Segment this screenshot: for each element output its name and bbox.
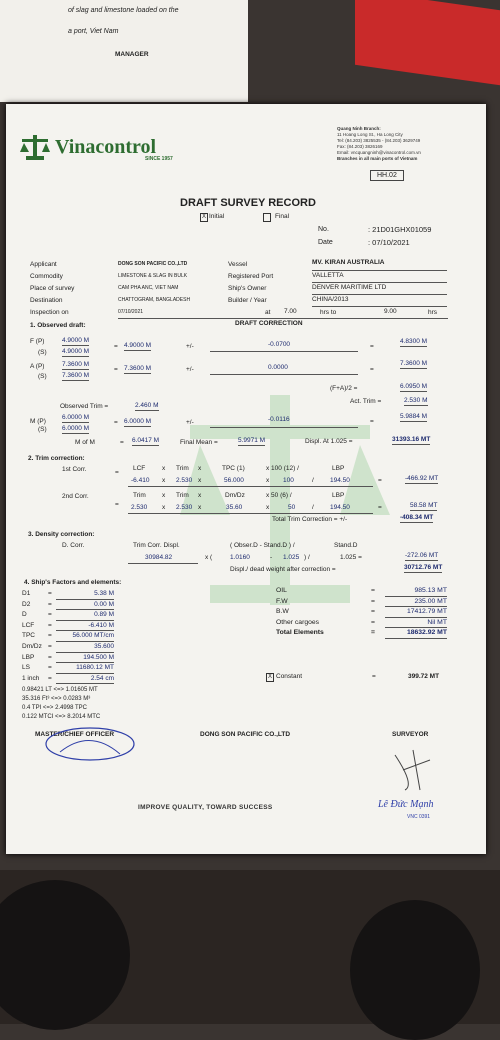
fp-result: 4.8300 M	[400, 338, 428, 345]
top-note-line2: a port, Viet Nam	[68, 28, 119, 35]
c1-h-lcf: LCF	[133, 465, 146, 472]
element-row: F.W = 235.00 MT	[276, 597, 451, 608]
place-value: CAM PHA ANC, VIET NAM	[118, 285, 179, 291]
element-row: OIL = 985.13 MT	[276, 586, 451, 597]
obs-trim-label: Observed Trim =	[60, 403, 109, 410]
no-value: : 21D01GHX01059	[368, 225, 432, 234]
c1-trim: 2.530	[176, 477, 193, 484]
factor-value: 0.00 M	[56, 600, 114, 611]
factor-label: TPC	[22, 632, 35, 640]
total-trim-corr-value: -408.34 MT	[400, 514, 434, 521]
c2-lbp: 194.50	[330, 504, 350, 511]
final-mean-label: Final Mean =	[180, 439, 218, 446]
d-corr-x: x (	[205, 554, 213, 561]
as-label: (S)	[38, 373, 47, 380]
element-label: Other cargoes	[276, 618, 320, 626]
at-label: at	[265, 309, 271, 316]
factor-label: 1 inch	[22, 674, 40, 682]
port-value: VALLETTA	[312, 272, 344, 279]
c2-h-trim2: Trim	[176, 492, 189, 499]
initial-checkbox[interactable]: X	[201, 214, 206, 220]
fp-label: F (P)	[30, 338, 45, 345]
conv-mtci: 0.122 MTCI <=> 8.2014 MTC	[22, 714, 101, 720]
factor-value: 56.000 MT/cm	[56, 631, 114, 642]
factor-label: D2	[22, 600, 31, 608]
elements-list	[276, 586, 451, 639]
builder-value: CHINA/2013	[312, 296, 349, 303]
factor-value: 11680.12 MT	[56, 663, 114, 674]
constant-label: Constant	[276, 673, 303, 680]
destination-label: Destination	[30, 297, 63, 304]
c2-trim2: 2.530	[176, 504, 193, 511]
fp-mean: 4.9000 M	[124, 342, 152, 349]
constant-checkbox[interactable]: X	[267, 674, 272, 680]
shoe-right-icon	[350, 900, 480, 1040]
commodity-value: LIMESTONE & SLAG IN BULK	[118, 273, 188, 279]
c2-h-dmdz: Dm/Dz	[225, 492, 245, 499]
first-corr-result: -466.92 MT	[405, 475, 439, 482]
commodity-label: Commodity	[30, 273, 63, 280]
section-density-correction: 3. Density correction:	[28, 531, 95, 538]
conv-lt: 0.98421 LT <=> 1.01605 MT	[22, 687, 98, 693]
constant-value: 399.72 MT	[408, 673, 440, 680]
factor-value: 5.38 M	[56, 589, 114, 600]
element-value: 18632.92 MT	[385, 628, 447, 639]
constant-eq: =	[372, 673, 376, 680]
initial-label: Initial	[209, 213, 225, 220]
act-trim-label: Act. Trim =	[350, 398, 382, 405]
mofm-label: M of M	[75, 439, 95, 446]
factor-label: LBP	[22, 653, 35, 661]
d-corr-dash: -	[270, 554, 273, 561]
factor-row: D2 = 0.00 M	[22, 600, 152, 611]
c1-h-tpc: TPC (1)	[222, 465, 245, 472]
form-code: HH.02	[370, 170, 404, 181]
applicant-value: DONG SON PACIFIC CO.,LTD	[118, 261, 188, 267]
factor-label: LS	[22, 664, 30, 672]
element-row: B.W = 17412.79 MT	[276, 607, 451, 618]
mp-result: 5.9884 M	[400, 413, 428, 420]
final-checkbox[interactable]	[263, 213, 271, 222]
c2-slash: /	[312, 504, 314, 511]
c1-h-100: x 100 (12) /	[266, 465, 299, 472]
c2-x1: x	[162, 504, 166, 511]
c2-dmdz: 35.60	[226, 504, 243, 511]
factor-value: 194.500 M	[56, 653, 114, 664]
section-ship-factors: 4. Ship's Factors and elements:	[24, 579, 122, 586]
surveyor-vnc: VNC 0391	[407, 814, 431, 820]
d-corr-h3: Stand.D	[334, 542, 358, 549]
displ-value: 31393.16 MT	[392, 436, 431, 443]
c2-h-x2: x	[198, 492, 202, 499]
c2-h-trim: Trim	[133, 492, 146, 499]
displ-label: Displ. At 1.025 =	[305, 438, 353, 445]
d-corr-h1: Trim Corr. Displ.	[133, 542, 180, 549]
to-value: 9.00	[384, 308, 397, 315]
fs-value: 4.9000 M	[62, 348, 90, 355]
c2-x2: x	[198, 504, 202, 511]
place-label: Place of survey	[30, 285, 75, 292]
date-value: : 07/10/2021	[368, 238, 410, 247]
element-label: Total Elements	[276, 629, 324, 637]
d-corr-obs: 1.0160	[230, 554, 250, 561]
element-value: 235.00 MT	[385, 597, 447, 608]
fp-corr: -0.0700	[268, 341, 291, 348]
ap-pm: +/-	[186, 366, 194, 373]
factor-row: 1 inch = 2.54 cm	[22, 674, 152, 685]
d-corr-std: 1.025	[283, 554, 300, 561]
fa2-value: 6.0950 M	[400, 383, 428, 390]
obs-trim-value: 2.460 M	[135, 402, 159, 409]
mp-label: M (P)	[30, 418, 46, 425]
ap-result: 7.3600 M	[400, 360, 428, 367]
second-corr-label: 2nd Corr.	[62, 493, 89, 500]
first-corr-label: 1st Corr.	[62, 466, 87, 473]
displ-after-label: Displ./ dead weight after correction =	[230, 566, 336, 573]
c1-lbp: 194.50	[330, 477, 350, 484]
mp-corr: -0.0116	[268, 416, 290, 423]
section-observed-draft: 1. Observed draft:	[30, 322, 86, 329]
d-corr-slash: ) /	[304, 554, 310, 561]
fp-pm: +/-	[186, 343, 194, 350]
hrs-to-label: hrs to	[320, 309, 337, 316]
c1-x2: x	[198, 477, 202, 484]
factor-label: Dm/Dz	[22, 642, 42, 650]
as-value: 7.3600 M	[62, 372, 90, 379]
fp-value: 4.9000 M	[62, 337, 90, 344]
c1-x3: x	[266, 477, 270, 484]
red-folder	[355, 0, 500, 85]
factor-label: D	[22, 611, 27, 619]
element-label: B.W	[276, 608, 289, 616]
draft-correction-heading: DRAFT CORRECTION	[235, 320, 303, 327]
factor-row: Dm/Dz = 35.600	[22, 642, 152, 653]
mp-mean: 6.0000 M	[124, 418, 152, 425]
c1-100: 100	[283, 477, 294, 484]
element-value: Nil MT	[385, 618, 447, 629]
c2-h-x1: x	[162, 492, 166, 499]
total-trim-corr-label: Total Trim Correction = +/-	[272, 516, 348, 523]
company-signatory: DONG SON PACIFIC CO.,LTD	[200, 731, 291, 738]
page-title: DRAFT SURVEY RECORD	[180, 197, 316, 209]
port-label: Registered Port	[228, 273, 274, 280]
company-name: Vinacontrol	[55, 136, 157, 158]
d-corr-h2: ( Obser.D - Stand.D ) /	[230, 542, 295, 549]
fa2-label: (F+A)/2 =	[330, 385, 358, 392]
surveyor-label: SURVEYOR	[392, 731, 429, 738]
element-value: 985.13 MT	[385, 586, 447, 597]
vinacontrol-logo-icon	[20, 133, 50, 161]
factor-row: TPC = 56.000 MT/cm	[22, 631, 152, 642]
c1-slash: /	[312, 477, 314, 484]
mp-pm: +/-	[186, 419, 194, 426]
destination-value: CHATTOGRAM, BANGLADESH	[118, 297, 191, 303]
top-note-line1: of slag and limestone loaded on the	[68, 7, 179, 14]
c2-h-50: x 50 (6) /	[266, 492, 292, 499]
top-note-manager: MANAGER	[115, 51, 149, 58]
inspection-label: Inspection on	[30, 309, 69, 316]
element-value: 17412.79 MT	[385, 607, 447, 618]
factor-value: 2.54 cm	[56, 674, 114, 685]
master-stamp-icon	[30, 708, 150, 768]
factor-row: LCF = -6.410 M	[22, 621, 152, 632]
factor-row: LBP = 194.500 M	[22, 653, 152, 664]
ap-mean: 7.3600 M	[124, 365, 152, 372]
c1-h-x2: x	[198, 465, 202, 472]
vessel-value: MV. KIRAN AUSTRALIA	[312, 259, 385, 266]
fs-label: (S)	[38, 349, 47, 356]
element-label: F.W	[276, 597, 288, 605]
c2-trim: 2.530	[131, 504, 148, 511]
ms-label: (S)	[38, 426, 47, 433]
factor-value: -6.410 M	[56, 621, 114, 632]
d-corr-result: -272.06 MT	[405, 552, 439, 559]
inspection-value: 07/10/2021	[118, 309, 144, 315]
surveyor-signature-icon	[385, 745, 445, 795]
master-label: MASTER/CHIEF OFFICER	[35, 731, 115, 738]
at-value: 7.00	[284, 308, 297, 315]
final-mean-value: 5.9971 M	[238, 437, 266, 444]
d-corr-displ: 30984.82	[145, 554, 173, 561]
ap-value: 7.3600 M	[62, 361, 90, 368]
c1-h-trim: Trim	[176, 465, 189, 472]
element-row: Total Elements = 18632.92 MT	[276, 628, 451, 639]
branch-info: Quang Ninh Branch: 11 Hoang Long St., Ha Long City Tel: (84.203) 3825535 - (84.203) 3629749 Fax: (84.203) 3826169 Email: vncquangninh@vinacontrol.com.vn Branches in all main ports of Vietnam	[337, 126, 421, 161]
factor-label: LCF	[22, 621, 35, 629]
hrs-label: hrs	[428, 309, 438, 316]
second-corr-result: 58.58 MT	[410, 502, 438, 509]
c1-lcf: -6.410	[131, 477, 150, 484]
owner-label: Ship's Owner	[228, 285, 267, 292]
factor-row: D = 0.89 M	[22, 610, 152, 621]
ap-corr: 0.0000	[268, 364, 288, 371]
c2-x3: x	[266, 504, 270, 511]
displ-after-value: 30712.76 MT	[404, 564, 443, 571]
c1-x1: x	[162, 477, 166, 484]
factor-row: LS = 11680.12 MT	[22, 663, 152, 674]
company-slogan: IMPROVE QUALITY, TOWARD SUCCESS	[138, 804, 273, 811]
c1-h-x1: x	[162, 465, 166, 472]
factors-list	[22, 589, 152, 684]
ms-value: 6.0000 M	[62, 425, 90, 432]
factor-value: 35.600	[56, 642, 114, 653]
c1-h-lbp: LBP	[332, 465, 345, 472]
conv-tpi: 0.4 TPI <=> 2.4998 TPC	[22, 705, 87, 711]
section-trim-correction: 2. Trim correction:	[28, 455, 85, 462]
d-corr-label: D. Corr.	[62, 542, 85, 549]
element-row: Other cargoes = Nil MT	[276, 618, 451, 629]
mp-value: 6.0000 M	[62, 414, 90, 421]
mofm-value: 6.0417 M	[132, 437, 160, 444]
element-label: OIL	[276, 587, 287, 594]
factor-row: D1 = 5.38 M	[22, 589, 152, 600]
vessel-label: Vessel	[228, 261, 248, 268]
conv-ft: 35.316 Ft³ <=> 0.0283 M³	[22, 696, 91, 702]
no-label: No.	[318, 226, 329, 233]
c2-50: 50	[288, 504, 296, 511]
factor-value: 0.89 M	[56, 610, 114, 621]
ap-label: A (P)	[30, 363, 45, 370]
surveyor-name: Lê Đức Mạnh	[378, 799, 434, 810]
date-label: Date	[318, 239, 333, 246]
c2-h-lbp: LBP	[332, 492, 345, 499]
d-corr-std2: 1.025 =	[340, 554, 362, 561]
factor-label: D1	[22, 590, 31, 597]
company-since: SINCE 1957	[145, 156, 173, 162]
applicant-label: Applicant	[30, 261, 57, 268]
act-trim-value: 2.530 M	[404, 397, 428, 404]
c1-tpc: 56.000	[224, 477, 244, 484]
final-label: Final	[275, 213, 290, 220]
builder-label: Builder / Year	[228, 297, 267, 304]
owner-value: DENVER MARITIME LTD	[312, 284, 387, 291]
